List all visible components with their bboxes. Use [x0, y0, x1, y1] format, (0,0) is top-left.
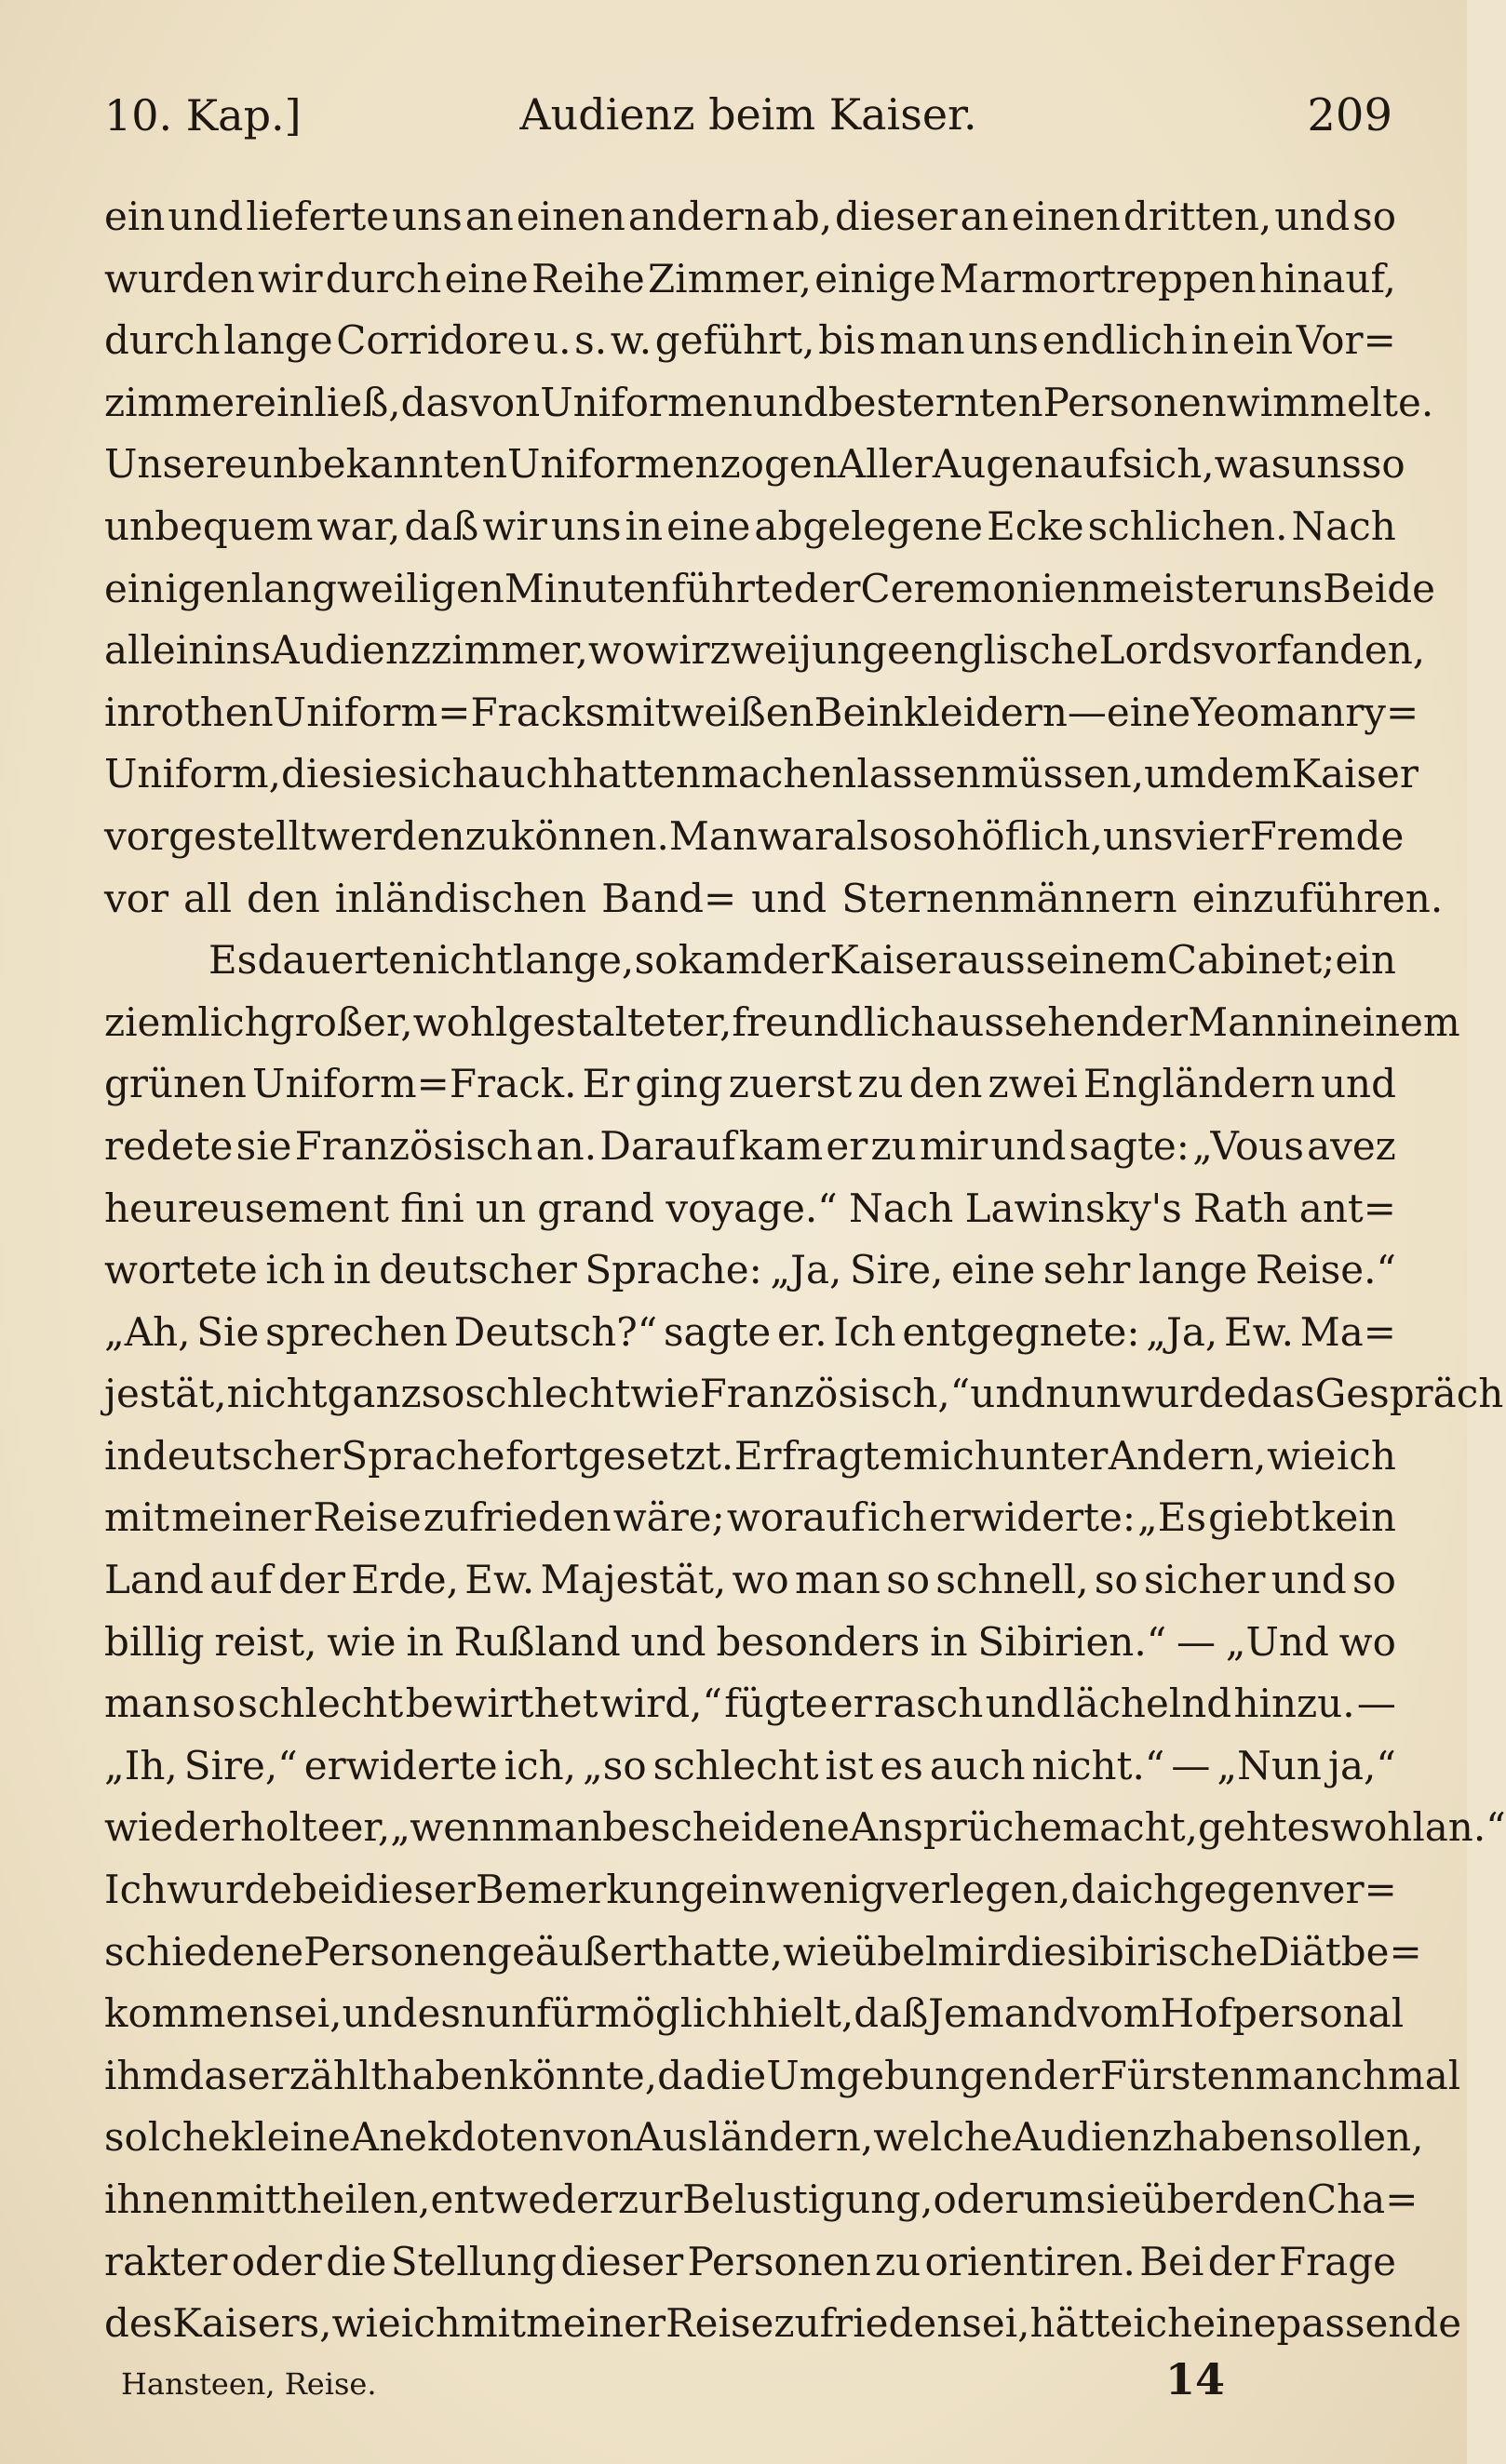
text-line: heureusement fini un grand voyage.“ Nach Lawinsky's Rath ant=	[104, 1185, 1396, 1231]
text-line: ihnen mittheilen, entweder zur Belustigung, oder um sie über den Cha=	[104, 2176, 1419, 2222]
sheet-number: 14	[1164, 2354, 1225, 2404]
text-line: mit meiner Reise zufrieden wäre; worauf ich erwiderte: „Es giebt kein	[104, 1494, 1396, 1541]
signature-line: Hansteen, Reise.	[121, 2366, 377, 2402]
text-line: „Ih, Sire,“ erwiderte ich, „so schlecht ist es auch nicht.“ — „Nun ja,“	[104, 1742, 1396, 1788]
text-line: allein ins Audienzzimmer, wo wir zwei junge englische Lords vorfanden,	[104, 627, 1426, 674]
text-line: ziemlich großer, wohlgestalteter, freundlich aussehender Mann in einem	[104, 998, 1460, 1045]
chapter-label: 10. Kap.]	[104, 90, 302, 141]
text-line: Es dauerte nicht lange, so kam der Kaiser aus seinem Cabinet; ein	[208, 937, 1396, 984]
text-line: grünen Uniform=Frack. Er ging zuerst zu den zwei Engländern und	[104, 1061, 1396, 1107]
text-line: kommen sei, und es nun für möglich hielt, daß Jemand vom Hofpersonal	[104, 1990, 1405, 2037]
text-line: Ich wurde bei dieser Bemerkung ein wenig verlegen, da ich gegen ver=	[104, 1867, 1397, 1913]
text-line: wiederholte er, „wenn man bescheidene Ansprüche macht, geht es wohl an.“	[104, 1804, 1506, 1851]
text-line: „Ah, Sie sprechen Deutsch?“ sagte er. Ich entgegnete: „Ja, Ew. Ma=	[104, 1308, 1396, 1355]
text-line: redete sie Französisch an. Darauf kam er zu mir und sagte: „Vous avez	[104, 1122, 1396, 1169]
text-line: durch lange Corridore u. s. w. geführt, bis man uns endlich in ein Vor=	[104, 317, 1396, 364]
text-line: zimmer einließ, das von Uniformen und besternten Personen wimmelte.	[104, 379, 1434, 425]
text-line: billig reist, wie in Rußland und besonders in Sibirien.“ — „Und wo	[104, 1618, 1396, 1665]
text-line: Uniform, die sie sich auch hatten machen lassen müssen, um dem Kaiser	[104, 751, 1419, 797]
text-line: jestät, nicht ganz so schlecht wie Französisch,“ und nun wurde das Gespräch	[104, 1371, 1504, 1417]
text-line: vor all den inländischen Band= und Sternenmännern einzuführen.	[104, 875, 1444, 921]
running-title: Audienz beim Kaiser.	[519, 89, 977, 140]
text-line: rakter oder die Stellung dieser Personen zu orientiren. Bei der Frage	[104, 2238, 1396, 2284]
page-footer	[121, 2354, 1225, 2419]
text-line: vorgestellt werden zu können. Man war also so höflich, uns vier Fremde	[104, 812, 1405, 859]
text-line: wurden wir durch eine Reihe Zimmer, einige Marmortreppen hinauf,	[104, 255, 1396, 301]
text-line: Unsere unbekannten Uniformen zogen Aller Augen auf sich, was uns so	[104, 441, 1405, 488]
text-line: unbequem war, daß wir uns in eine abgelegene Ecke schlichen. Nach	[104, 502, 1396, 549]
text-line: ihm das erzählt haben könnte, da die Umgebungen der Fürsten manchmal	[104, 2052, 1461, 2098]
page-number: 209	[1307, 89, 1392, 141]
body-text	[104, 186, 1506, 2355]
text-line: einigen langweiligen Minuten führte der Ceremonienmeister uns Beide	[104, 565, 1435, 611]
text-line: in rothen Uniform=Fracks mit weißen Beinkleidern — eine Yeomanry=	[104, 689, 1419, 735]
text-line: ein und lieferte uns an einen andern ab, dieser an einen dritten, und so	[104, 194, 1396, 239]
text-line: man so schlecht bewirthet wird,“ fügte er rasch und lächelnd hinzu. —	[104, 1681, 1396, 1727]
running-header	[104, 89, 1392, 164]
text-line: in deutscher Sprache fortgesetzt. Er fragte mich unter Andern, wie ich	[104, 1432, 1396, 1479]
text-line: schiedene Personen geäußert hatte, wie übel mir die sibirische Diät be=	[104, 1928, 1422, 1975]
text-line: Land auf der Erde, Ew. Majestät, wo man so schnell, so sicher und so	[104, 1557, 1396, 1603]
text-line: solche kleine Anekdoten von Ausländern, welche Audienz haben sollen,	[104, 2114, 1424, 2161]
text-line: des Kaisers, wie ich mit meiner Reise zufrieden sei, hätte ich eine passende	[104, 2300, 1462, 2347]
text-line: wortete ich in deutscher Sprache: „Ja, Sire, eine sehr lange Reise.“	[104, 1247, 1396, 1293]
